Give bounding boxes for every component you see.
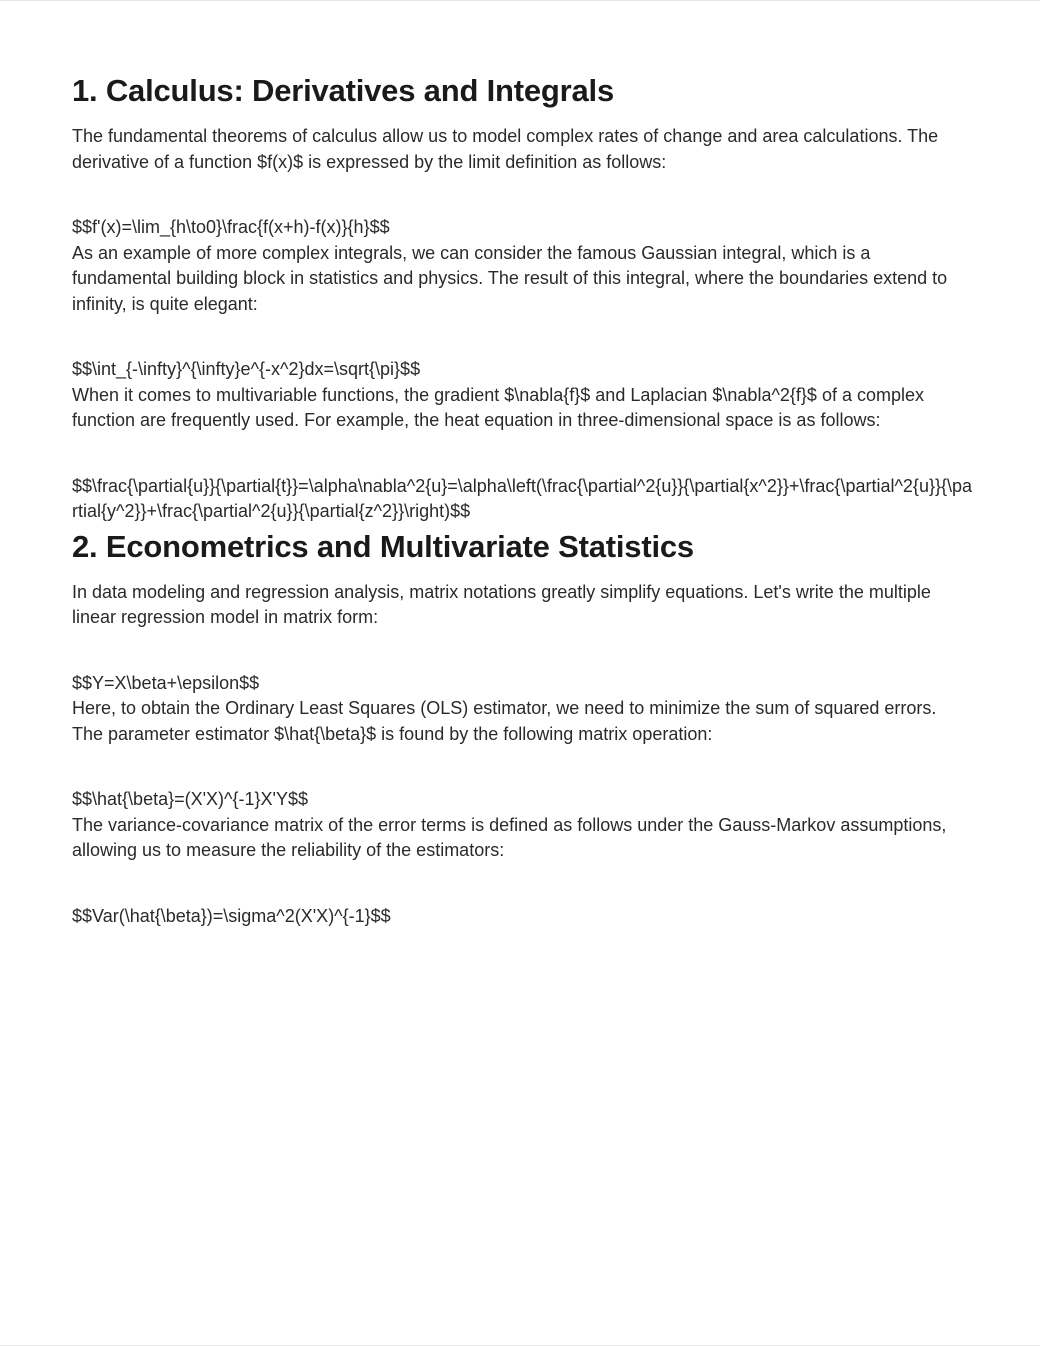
paragraph-ols-intro: Here, to obtain the Ordinary Least Squares (OLS) estimator, we need to minimize the sum of squared errors. The parameter estimator $\hat{\beta}$ is found by the following matrix operation: — [72, 698, 937, 744]
formula-gaussian-integral: $$\int_{-\infty}^{\infty}e^{-x^2}dx=\sqrt{\pi}$$ — [72, 359, 421, 379]
paragraph-gaussian-intro: As an example of more complex integrals, we can consider the famous Gaussian integral, which is a fundamental building block in statistics and physics. The result of this integral, where the boundaries extend to infinity, is quite elegant: — [72, 242, 948, 314]
section-heading-econometrics: 2. Econometrics and Multivariate Statistics — [72, 528, 694, 564]
formula-heat-equation: $$\frac{\partial{u}}{\partial{t}}=\alpha\nabla^2{u}=\alpha\left(\frac{\partial^2{u}}{\partial{x^2}}+\frac{\partial^2{u}}{\partial{y^2}}+\frac{\partial^2{u}}{\partial{z^2}}\right)$$ — [72, 475, 973, 521]
paragraph-multivariable-intro: When it comes to multivariable functions, the gradient $\nabla{f}$ and Laplacian $\nabla^2{f}$ of a complex function are frequently used. For example, the heat equation in three-dimensional space is as follows: — [72, 384, 924, 430]
section-heading-calculus: 1. Calculus: Derivatives and Integrals — [72, 73, 614, 108]
formula-regression-model: $$Y=X\beta+\epsilon$$ — [72, 672, 260, 693]
formula-variance-covariance: $$Var(\hat{\beta})=\sigma^2(X'X)^{-1}$$ — [72, 905, 391, 926]
paragraph-regression-intro: In data modeling and regression analysis, matrix notations greatly simplify equations. Let's write the multiple linear regression model in matrix form: — [72, 581, 931, 627]
document-body — [72, 71, 972, 929]
paragraph-variance-intro: The variance-covariance matrix of the error terms is defined as follows under the Gauss-Markov assumptions, allowing us to measure the reliability of the estimators: — [72, 814, 947, 860]
formula-derivative-limit: $$f'(x)=\lim_{h\to0}\frac{f(x+h)-f(x)}{h}$$ — [72, 217, 390, 237]
formula-ols-estimator: $$\hat{\beta}=(X'X)^{-1}X'Y$$ — [72, 789, 308, 809]
paragraph-derivative-intro: The fundamental theorems of calculus allow us to model complex rates of change and area calculations. The derivative of a function $f(x)$ is expressed by the limit definition as follows: — [72, 126, 939, 172]
